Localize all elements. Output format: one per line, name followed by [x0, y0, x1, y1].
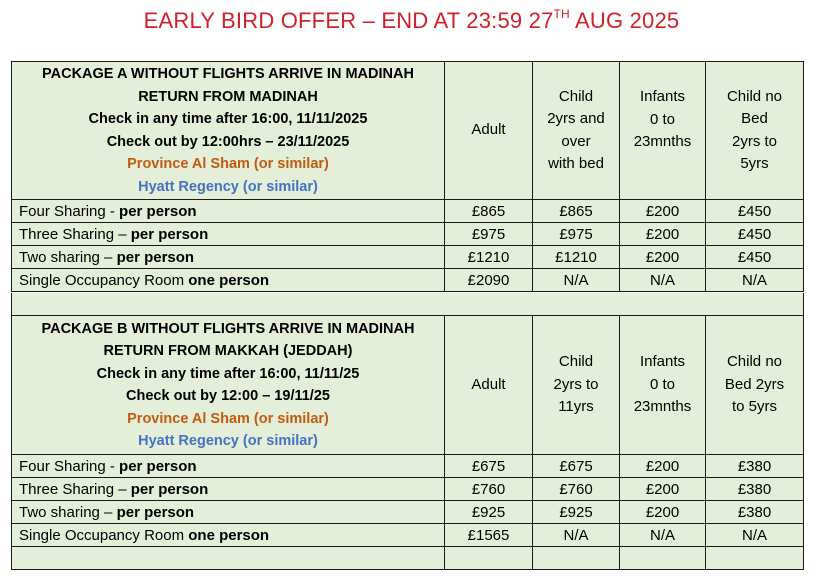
- package-b-heading-line: Check out by 12:00 – 19/11/25: [126, 388, 330, 404]
- empty-row: [12, 547, 804, 570]
- col-header-line: Bed 2yrs: [724, 375, 785, 393]
- price-cell: £1210: [533, 246, 620, 269]
- package-b-hotel-madinah: Hyatt Regency (or similar): [138, 433, 318, 449]
- package-a-table: [11, 61, 804, 292]
- row-label-bold: per person: [119, 457, 197, 475]
- price-cell: £380: [706, 478, 804, 501]
- row-label: [12, 501, 445, 524]
- col-header-line: Child: [558, 353, 594, 371]
- row-label-text: Three Sharing –: [19, 480, 131, 498]
- package-b-table: [11, 315, 804, 570]
- price-cell: £760: [445, 478, 533, 501]
- package-b-heading-line: PACKAGE B WITHOUT FLIGHTS ARRIVE IN MADINAH: [41, 320, 415, 337]
- package-a-col-child-no-bed: [706, 62, 804, 200]
- row-label-text: Four Sharing -: [19, 457, 120, 475]
- package-b-heading: [12, 316, 445, 455]
- price-cell: £925: [533, 501, 620, 524]
- empty-cell: [12, 547, 445, 570]
- package-a-heading-line: Check out by 12:00hrs – 23/11/2025: [106, 133, 350, 150]
- price-cell: £380: [706, 501, 804, 524]
- package-a-heading-line: PACKAGE A WITHOUT FLIGHTS ARRIVE IN MADINAH: [42, 66, 414, 82]
- price-cell: N/A: [533, 269, 620, 292]
- col-header-line: Child no: [726, 353, 783, 371]
- package-b-header-row: [12, 316, 804, 455]
- empty-cell: [706, 547, 804, 570]
- empty-cell: [620, 547, 706, 570]
- price-cell: £865: [445, 200, 533, 223]
- package-a-heading: [12, 62, 445, 200]
- offer-title: [0, 8, 813, 34]
- offer-title-suffix: AUG 2025: [569, 8, 680, 33]
- price-cell: £675: [533, 455, 620, 478]
- row-label-text: Two sharing –: [19, 503, 117, 521]
- row-label-text: Three Sharing –: [19, 225, 131, 243]
- package-b-col-infants: [620, 316, 706, 455]
- price-cell: N/A: [533, 524, 620, 547]
- price-cell: £200: [620, 223, 706, 246]
- col-header-line: 0 to: [649, 110, 676, 128]
- row-label-bold: per person: [119, 202, 197, 220]
- col-header-line: over: [561, 132, 591, 150]
- price-cell: N/A: [620, 524, 706, 547]
- price-cell: £865: [533, 200, 620, 223]
- package-b-col-adult: [445, 316, 533, 455]
- price-cell: £1210: [445, 246, 533, 269]
- table-row: [12, 246, 804, 269]
- col-header-line: Adult: [471, 375, 506, 393]
- package-a-col-child: [533, 62, 620, 200]
- package-b-col-child-no-bed: [706, 316, 804, 455]
- row-label-bold: one person: [188, 271, 270, 289]
- col-header-line: 2yrs to: [553, 375, 599, 393]
- package-b-heading-line: RETURN FROM MAKKAH (JEDDAH): [103, 343, 353, 359]
- package-a-heading-line: RETURN FROM MADINAH: [138, 88, 318, 105]
- row-label-bold: per person: [130, 480, 209, 498]
- empty-cell: [533, 547, 620, 570]
- price-cell: £380: [706, 455, 804, 478]
- col-header-line: Child: [558, 87, 594, 105]
- package-a-heading-line: Check in any time after 16:00, 11/11/2025: [88, 111, 368, 127]
- price-cell: £450: [706, 200, 804, 223]
- price-cell: N/A: [620, 269, 706, 292]
- price-cell: £200: [620, 455, 706, 478]
- row-label-text: Single Occupancy Room: [19, 526, 189, 544]
- price-cell: £200: [620, 478, 706, 501]
- row-label: [12, 455, 445, 478]
- row-label-text: Four Sharing -: [19, 202, 120, 220]
- package-a-hotel-madinah: Hyatt Regency (or similar): [138, 178, 318, 195]
- row-label: [12, 269, 445, 292]
- price-cell: N/A: [706, 269, 804, 292]
- package-a-header-row: [12, 62, 804, 200]
- row-label: [12, 223, 445, 246]
- col-header-line: 0 to: [649, 375, 676, 393]
- offer-title-sup: TH: [553, 6, 570, 21]
- table-row: [12, 455, 804, 478]
- table-row: [12, 269, 804, 292]
- empty-cell: [445, 547, 533, 570]
- price-cell: £1565: [445, 524, 533, 547]
- col-header-line: Bed: [741, 110, 768, 127]
- offer-title-prefix: EARLY BIRD OFFER – END AT 23:59 27: [143, 8, 554, 33]
- section-separator: [11, 293, 804, 315]
- row-label-bold: one person: [188, 526, 270, 544]
- package-b-col-child: [533, 316, 620, 455]
- col-header-line: to 5yrs: [731, 398, 777, 416]
- price-cell: £200: [620, 200, 706, 223]
- price-cell: N/A: [706, 524, 804, 547]
- col-header-line: Child no: [726, 87, 783, 105]
- price-cell: £200: [620, 501, 706, 524]
- col-header-line: 2yrs to: [731, 132, 777, 150]
- price-cell: £975: [445, 223, 533, 246]
- price-cell: £925: [445, 501, 533, 524]
- row-label-bold: per person: [116, 248, 195, 266]
- package-b-hotel-makkah: Province Al Sham (or similar): [127, 410, 329, 427]
- row-label: [12, 478, 445, 501]
- price-cell: £2090: [445, 269, 533, 292]
- table-row: [12, 524, 804, 547]
- row-label: [12, 200, 445, 223]
- col-header-line: Infants: [639, 88, 686, 105]
- package-a-col-infants: [620, 62, 706, 200]
- col-header-line: 2yrs and: [547, 110, 605, 127]
- package-a-hotel-makkah: Province Al Sham (or similar): [127, 156, 329, 172]
- price-cell: £450: [706, 246, 804, 269]
- package-a-col-adult: [445, 62, 533, 200]
- row-label-text: Two sharing –: [19, 248, 117, 266]
- row-label: [12, 246, 445, 269]
- row-label-bold: per person: [130, 225, 209, 243]
- price-cell: £975: [533, 223, 620, 246]
- price-cell: £200: [620, 246, 706, 269]
- row-label-text: Single Occupancy Room: [19, 271, 189, 289]
- table-row: [12, 501, 804, 524]
- col-header-line: 11yrs: [558, 398, 594, 416]
- package-b-heading-line: Check in any time after 16:00, 11/11/25: [96, 365, 360, 382]
- table-row: [12, 200, 804, 223]
- col-header-line: with bed: [548, 155, 604, 172]
- row-label: [12, 524, 445, 547]
- table-row: [12, 478, 804, 501]
- col-header-line: 23mnths: [633, 398, 692, 416]
- price-cell: £760: [533, 478, 620, 501]
- col-header-line: Infants: [639, 353, 686, 371]
- col-header-line: 23mnths: [633, 133, 692, 150]
- price-cell: £450: [706, 223, 804, 246]
- row-label-bold: per person: [116, 503, 195, 521]
- col-header-line: 5yrs: [740, 155, 769, 172]
- price-cell: £675: [445, 455, 533, 478]
- table-row: [12, 223, 804, 246]
- col-header-line: Adult: [471, 121, 506, 139]
